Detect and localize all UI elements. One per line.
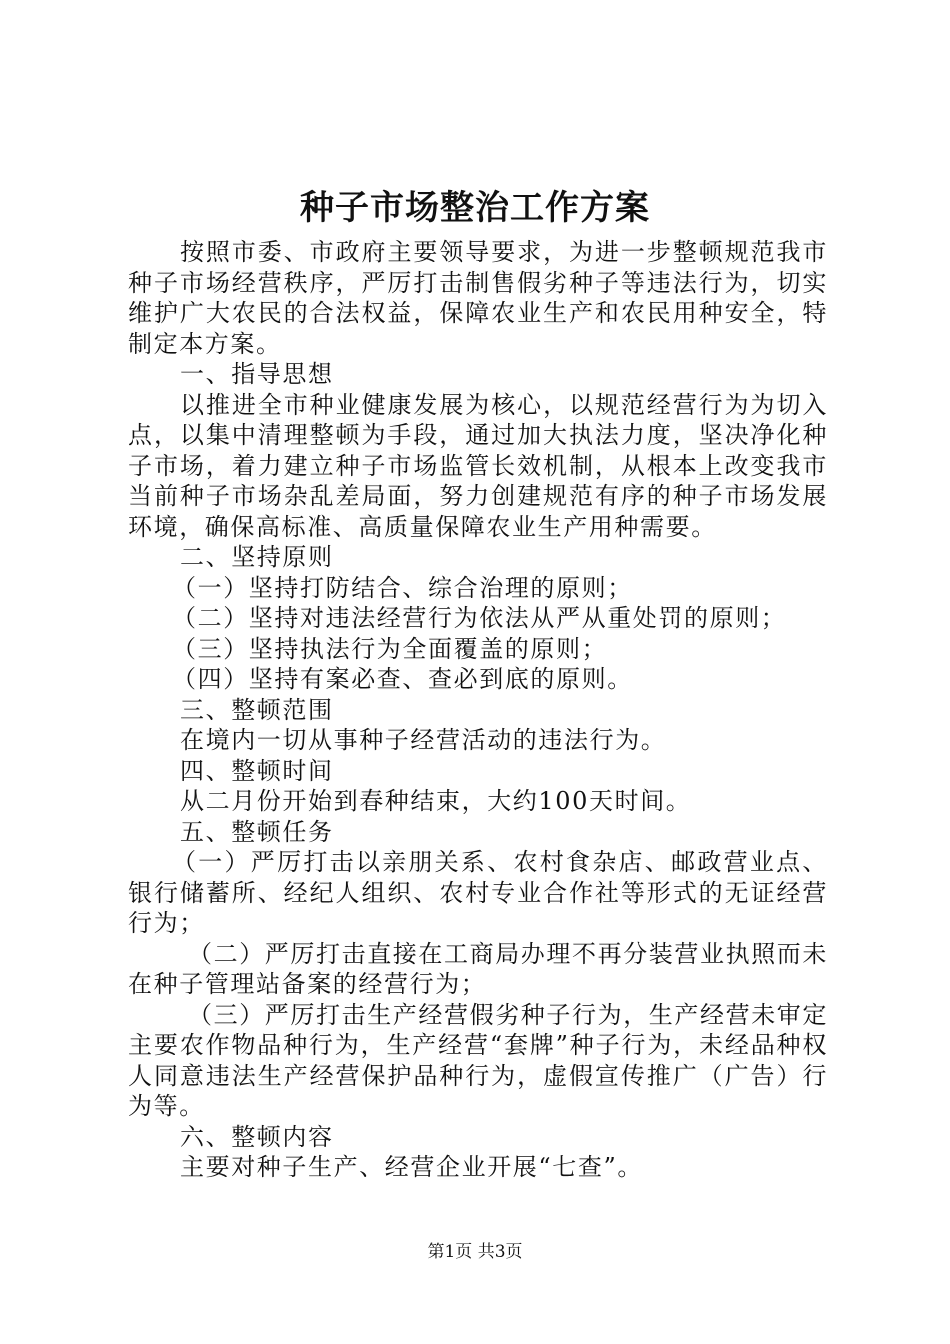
heading-scope: 三、整顿范围 (180, 695, 334, 724)
paragraph-contents: 主要对种子生产、经营企业开展“七查”。 (180, 1153, 643, 1181)
heading-tasks: 五、整顿任务 (180, 817, 334, 846)
paragraph-intro: 按照市委、市政府主要领导要求，为进一步整顿规范我市种子市场经营秩序，严厉打击制售假劣种子等违法行为，切实维护广大农民的合法权益，保障农业生产和农民用种安全，特制定本方案。 (128, 238, 828, 358)
task-item-1: （一）严厉打击以亲朋关系、农村食杂店、邮政营业点、银行储蓄所、经纪人组织、农村专业合作社等形式的无证经营行为； (128, 848, 828, 937)
principle-item-4: （四）坚持有案必查、查必到底的原则。 (172, 665, 633, 693)
document-body (128, 237, 828, 1183)
task-item-3: （三）严厉打击生产经营假劣种子行为，生产经营未审定主要农作物品种行为，生产经营“套牌”种子行为，未经品种权人同意违法生产经营保护品种行为，虚假宣传推广（广告）行为等。 (128, 1000, 828, 1120)
heading-time: 四、整顿时间 (180, 756, 334, 785)
principle-item-3: （三）坚持执法行为全面覆盖的原则； (172, 634, 608, 663)
paragraph-guiding-ideology: 以推进全市种业健康发展为核心，以规范经营行为为切入点，以集中清理整顿为手段，通过加大执法力度，坚决净化种子市场，着力建立种子市场监管长效机制，从根本上改变我市当前种子市场杂乱差局面，努力创建规范有序的种子市场发展环境，确保高标准、高质量保障农业生产用种需要。 (128, 390, 828, 541)
heading-principles: 二、坚持原则 (180, 543, 334, 571)
document-title: 种子市场整治工作方案 (300, 188, 650, 228)
principle-item-1: （一）坚持打防结合、综合治理的原则； (172, 573, 633, 602)
heading-guiding-ideology: 一、指导思想 (180, 360, 334, 388)
heading-contents: 六、整顿内容 (180, 1122, 334, 1151)
paragraph-time: 从二月份开始到春种结束，大约100天时间。 (180, 787, 692, 815)
page-number-footer: 第1页 共3页 (427, 1242, 523, 1262)
task-item-2: （二）严厉打击直接在工商局办理不再分装营业执照而未在种子管理站备案的经营行为； (128, 939, 828, 998)
principle-item-2: （二）坚持对违法经营行为依法从严从重处罚的原则； (172, 604, 787, 632)
paragraph-scope: 在境内一切从事种子经营活动的违法行为。 (180, 726, 667, 754)
